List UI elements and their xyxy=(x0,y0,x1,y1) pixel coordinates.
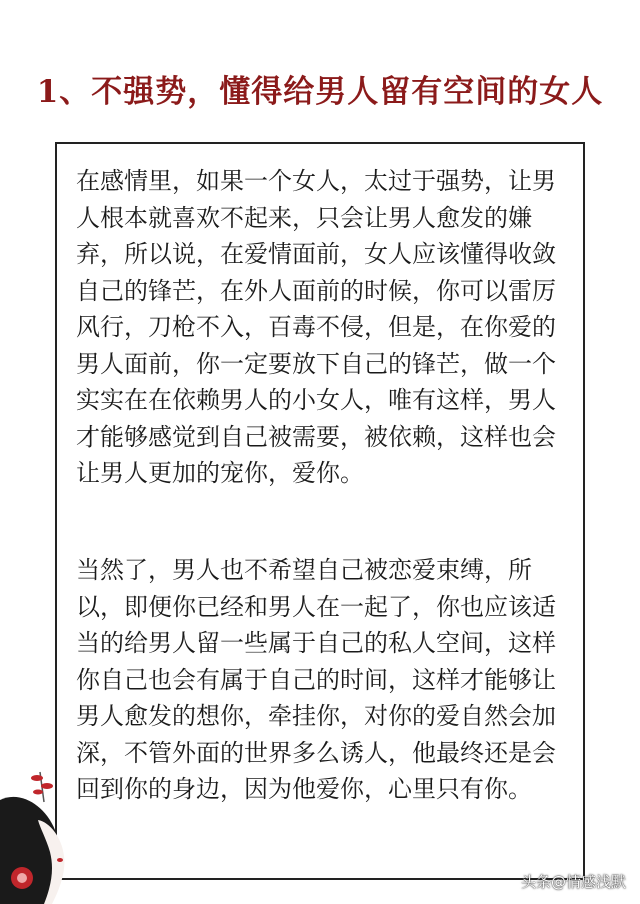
woman-illustration-icon xyxy=(0,760,90,904)
article-heading: 1、不强势，懂得给男人留有空间的女人 xyxy=(36,74,604,110)
paragraph-1: 在感情里，如果一个女人，太过于强势，让男人根本就喜欢不起来，只会让男人愈发的嫌弃，所以说，在爱情面前，女人应该懂得收敛自己的锋芒，在外人面前的时候，你可以雷厉风行，刀枪不入，百毒不侵，但是，在你爱的男人面前，你一定要放下自己的锋芒，做一个实实在在依赖男人的小女人，唯有这样，男人才能够感觉到自己被需要，被依赖，这样也会让男人更加的宠你，爱你。 xyxy=(76,167,556,487)
paragraph-2: 当然了，男人也不希望自己被恋爱束缚，所以，即便你已经和男人在一起了，你也应该适当的给男人留一些属于自己的私人空间，这样你自己也会有属于自己的时间，这样才能够让男人愈发的想你，牵挂你，对你的爱自然会加深，不管外面的世界多么诱人，他最终还是会回到你的身边，因为他爱你，心里只有你。 xyxy=(76,556,556,803)
watermark: 头条@情感浅默 xyxy=(520,873,626,891)
